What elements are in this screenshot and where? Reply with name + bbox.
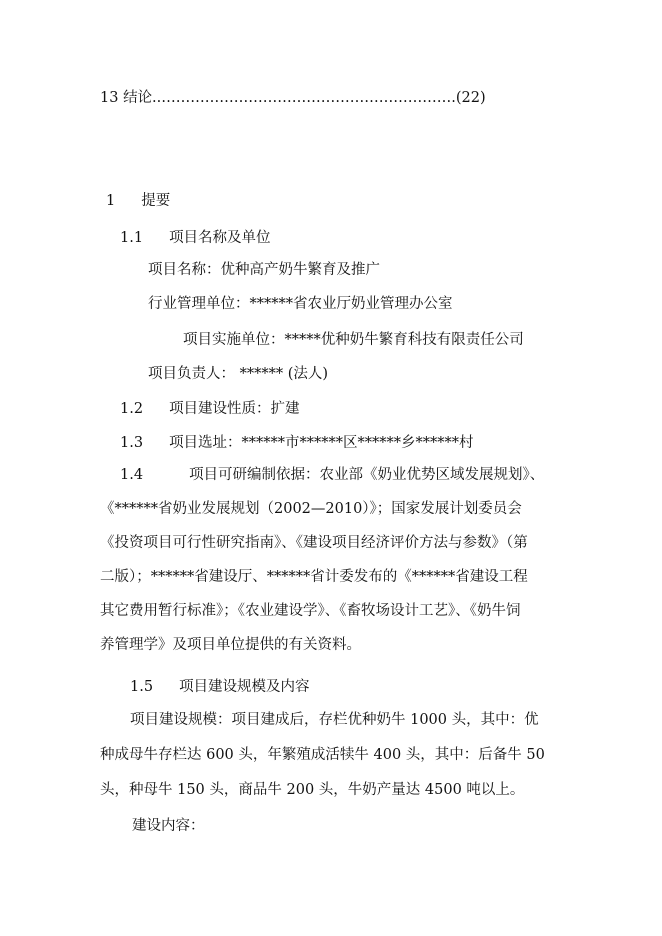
section-1-4-text-1: 项目可研编制依据：农业部《奶业优势区域发展规划》、 bbox=[189, 467, 545, 483]
section-1-5-title: 项目建设规模及内容 bbox=[179, 679, 310, 695]
project-name-line: 项目名称：优种高产奶牛繁育及推广 bbox=[148, 262, 380, 278]
section-1-title: 提要 bbox=[141, 193, 171, 209]
section-1-5-line-2: 种成母牛存栏达 600 头，年繁殖成活犊牛 400 头，其中：后备牛 50 bbox=[100, 747, 545, 763]
section-1-3-heading bbox=[120, 433, 474, 453]
implementing-unit-line: 项目实施单位：*****优种奶牛繁育科技有限责任公司 bbox=[183, 332, 524, 348]
section-1-2-number: 1.2 bbox=[120, 401, 144, 417]
section-1-5-paragraph bbox=[100, 710, 560, 815]
section-1-1-title: 项目名称及单位 bbox=[169, 230, 271, 246]
section-1-4-line-4: 二版）；******省建设厅、******省计委发布的《******省建设工程 bbox=[100, 569, 528, 585]
section-1-4-line-3: 《投资项目可行性研究指南》、《建设项目经济评价方法与参数》（第 bbox=[100, 535, 528, 551]
section-1-5-line-3: 头，种母牛 150 头，商品牛 200 头，牛奶产量达 4500 吨以上。 bbox=[100, 782, 525, 798]
section-1-5-heading bbox=[130, 677, 310, 697]
section-1-1-heading bbox=[120, 228, 271, 248]
section-1-2-text: 项目建设性质：扩建 bbox=[169, 401, 300, 417]
section-1-4-line-5: 其它费用暂行标准》；《农业建设学》、《畜牧场设计工艺》、《奶牛饲 bbox=[100, 603, 521, 619]
toc-entry-title: 结论.. bbox=[123, 90, 162, 106]
section-1-4-number: 1.4 bbox=[120, 467, 144, 483]
build-content-label: 建设内容： bbox=[132, 818, 205, 834]
section-1-5-number: 1.5 bbox=[130, 679, 154, 695]
section-1-5-text-1: 项目建设规模：项目建成后，存栏优种奶牛 1000 头，其中：优 bbox=[130, 712, 539, 728]
toc-entry-number: 13 bbox=[100, 90, 119, 106]
section-1-5-line-1 bbox=[100, 710, 560, 745]
section-1-4-line-1 bbox=[100, 465, 560, 499]
section-1-4-line-6: 养管理学》及项目单位提供的有关资料。 bbox=[100, 637, 361, 653]
section-1-1-number: 1.1 bbox=[120, 230, 144, 246]
toc-entry[interactable] bbox=[100, 88, 486, 108]
person-in-charge-line: 项目负责人： ****** (法人) bbox=[148, 366, 329, 382]
section-1-3-number: 1.3 bbox=[120, 435, 144, 451]
management-unit-line: 行业管理单位：******省农业厅奶业管理办公室 bbox=[148, 296, 453, 312]
toc-page-reference: (22) bbox=[455, 90, 486, 106]
section-1-number: 1 bbox=[106, 193, 116, 209]
section-1-2-heading bbox=[120, 399, 300, 419]
section-1-heading bbox=[106, 191, 170, 211]
section-1-3-text: 项目选址：******市******区******乡******村 bbox=[169, 435, 474, 451]
section-1-4-line-2: 《******省奶业发展规划（2002—2010）》；国家发展计划委员会 bbox=[100, 501, 522, 517]
toc-leader-dots: ……………………………………………………. bbox=[161, 90, 456, 106]
section-1-4-paragraph bbox=[100, 465, 560, 669]
